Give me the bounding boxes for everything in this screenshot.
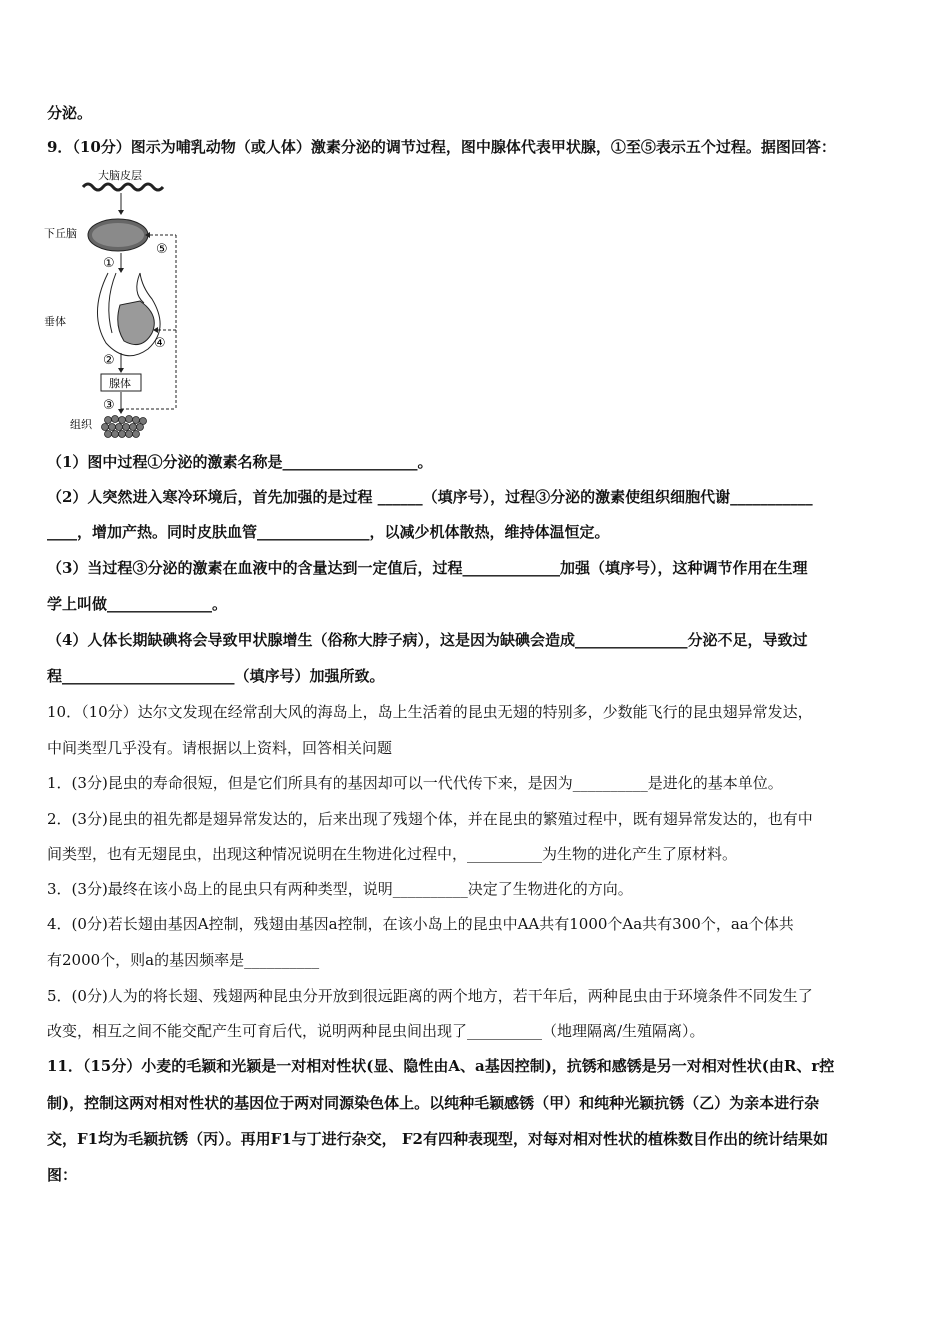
q10-item-3: 3．(3分)最终在该小岛上的昆虫只有两种类型，说明__________决定了生物进化的方向。 [47, 880, 633, 898]
q10-item-1: 1．(3分)昆虫的寿命很短，但是它们所具有的基因却可以一代代传下来，是因为__________是进化的基本单位。 [47, 774, 783, 792]
step1-label: ① [103, 256, 115, 271]
tissue-label: 组织 [70, 418, 92, 431]
q9-part-3-cont: 学上叫做______________。 [47, 595, 228, 613]
q9-part-2-cont: ____，增加产热。同时皮肤血管_______________，以减少机体散热，维持体温恒定。 [47, 523, 610, 541]
q10-item-4-cont: 有2000个，则a的基因频率是__________ [47, 951, 320, 969]
hormone-regulation-diagram [44, 165, 198, 440]
cortex-wave [83, 184, 163, 190]
q10-item-5: 5．(0分)人为的将长翅、残翅两种昆虫分开放到很远距离的两个地方，若干年后，两种昆虫由于环境条件不同发生了 [47, 987, 813, 1005]
hypothalamus-label: 下丘脑 [44, 227, 77, 240]
q9-part-4: （4）人体长期缺碘将会导致甲状腺增生（俗称大脖子病），这是因为缺碘会造成_______________分泌不足，导致过 [47, 631, 808, 649]
q10-item-2-cont: 间类型，也有无翅昆虫，出现这种情况说明在生物进化过程中，__________为生物的进化产生了原材料。 [47, 845, 738, 863]
question-9-title: 9．（10分）图示为哺乳动物（或人体）激素分泌的调节过程，图中腺体代表甲状腺，①至⑤表示五个过程。据图回答： [47, 138, 836, 156]
question-11-line-2: 制)，控制这两对相对性状的基因位于两对同源染色体上。以纯种毛颖感锈（甲）和纯种光颖抗锈（乙）为亲本进行杂 [47, 1094, 820, 1112]
question-10-title-cont: 中间类型几乎没有。请根据以上资料，回答相关问题 [47, 739, 393, 757]
question-10-title: 10．（10分）达尔文发现在经常刮大风的海岛上，岛上生活着的昆虫无翅的特别多，少数能飞行的昆虫翅异常发达， [47, 703, 813, 721]
step5-label: ⑤ [156, 242, 168, 257]
q9-part-1: （1）图中过程①分泌的激素名称是__________________。 [47, 453, 433, 471]
tissue-cells [102, 416, 147, 438]
question-11-title: 11．（15分）小麦的毛颖和光颖是一对相对性状(显、隐性由A、a基因控制)，抗锈和感锈是另一对相对性状(由R、r控 [47, 1057, 835, 1075]
question-11-line-4: 图： [47, 1166, 78, 1184]
question-11-line-3: 交，F1均为毛颖抗锈（丙）。再用F1与丁进行杂交， F2有四种表现型，对每对相对性状的植株数目作出的统计结果如 [47, 1130, 828, 1148]
gland-label: 腺体 [109, 377, 131, 390]
q10-item-4: 4．(0分)若长翅由基因A控制，残翅由基因a控制，在该小岛上的昆虫中AA共有1000个Aa共有300个，aa个体共 [47, 915, 794, 933]
q9-part-2: （2）人突然进入寒冷环境后，首先加强的是过程 ______（填序号），过程③分泌的激素使组织细胞代谢___________ [47, 488, 813, 506]
cortex-label: 大脑皮层 [98, 169, 142, 182]
pituitary-label: 垂体 [44, 315, 66, 328]
q9-part-3: （3）当过程③分泌的激素在血液中的含量达到一定值后，过程_____________加强（填序号），这种调节作用在生理 [47, 559, 808, 577]
step4-label: ④ [154, 336, 166, 351]
step2-label: ② [103, 353, 115, 368]
q10-item-2: 2．(3分)昆虫的祖先都是翅异常发达的，后来出现了残翅个体，并在昆虫的繁殖过程中，既有翅异常发达的，也有中 [47, 810, 813, 828]
q9-part-4-cont: 程_______________________（填序号）加强所致。 [47, 667, 385, 685]
line-0: 分泌。 [47, 104, 93, 122]
q10-item-5-cont: 改变，相互之间不能交配产生可育后代，说明两种昆虫间出现了__________（地理隔离/生殖隔离）。 [47, 1022, 705, 1040]
step3-label: ③ [103, 398, 115, 413]
